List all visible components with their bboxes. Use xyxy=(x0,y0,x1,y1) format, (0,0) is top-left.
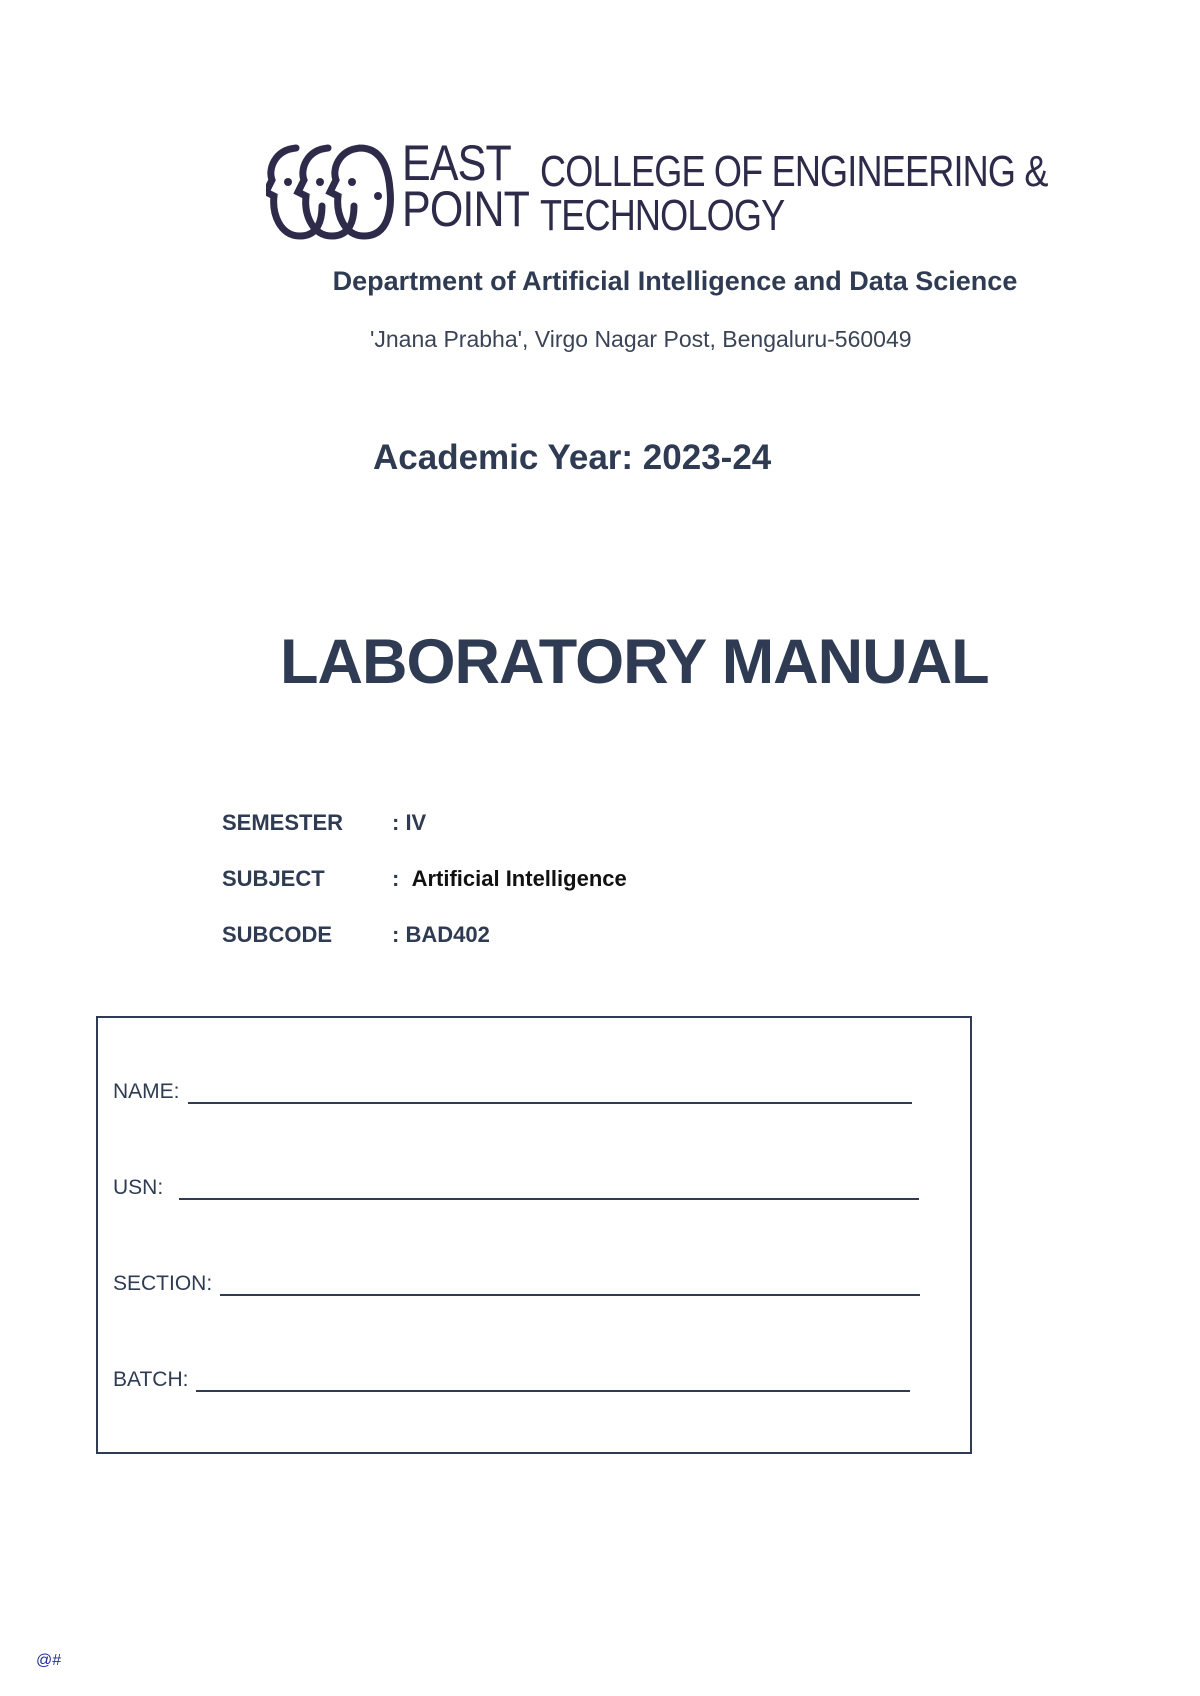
subject-separator: : xyxy=(392,866,400,891)
student-details-box xyxy=(96,1016,972,1454)
subcode-label: SUBCODE xyxy=(222,922,333,947)
name-field[interactable] xyxy=(113,1080,912,1104)
section-line[interactable] xyxy=(220,1274,920,1296)
college-address: 'Jnana Prabha', Virgo Nagar Post, Bengaluru-560049 xyxy=(370,326,912,352)
usn-line[interactable] xyxy=(179,1178,919,1200)
batch-line[interactable] xyxy=(196,1370,910,1392)
department-name: Department of Artificial Intelligence and Data Science xyxy=(332,266,1018,296)
batch-label: BATCH: xyxy=(113,1368,189,1391)
logo-college-line-1: COLLEGE OF ENGINEERING & xyxy=(540,147,1048,196)
usn-field[interactable] xyxy=(113,1176,919,1200)
semester-row xyxy=(222,810,426,836)
name-label: NAME: xyxy=(113,1080,180,1103)
semester-value: : IV xyxy=(392,810,427,835)
academic-year: Academic Year: 2023-24 xyxy=(373,438,772,477)
subject-row xyxy=(222,866,627,892)
page-title: LABORATORY MANUAL xyxy=(280,627,989,697)
footer-mark: @# xyxy=(36,1652,62,1669)
college-logo xyxy=(266,135,1048,250)
semester-label: SEMESTER xyxy=(222,810,344,835)
section-label: SECTION: xyxy=(113,1272,213,1295)
logo-college-text xyxy=(540,147,1048,240)
logo-brand-line-1: EAST xyxy=(402,135,511,191)
faces-logo-icon xyxy=(266,140,396,244)
logo-brand-line-2: POINT xyxy=(402,181,530,237)
subcode-value: : BAD402 xyxy=(392,922,490,947)
batch-field[interactable] xyxy=(113,1368,910,1392)
subject-value: Artificial Intelligence xyxy=(411,866,627,891)
subcode-row xyxy=(222,922,490,948)
usn-label: USN: xyxy=(113,1176,164,1199)
subject-label: SUBJECT xyxy=(222,866,325,891)
section-field[interactable] xyxy=(113,1272,920,1296)
logo-college-line-2: TECHNOLOGY xyxy=(540,191,785,240)
name-line[interactable] xyxy=(188,1082,912,1104)
logo-brand-text xyxy=(402,135,530,237)
